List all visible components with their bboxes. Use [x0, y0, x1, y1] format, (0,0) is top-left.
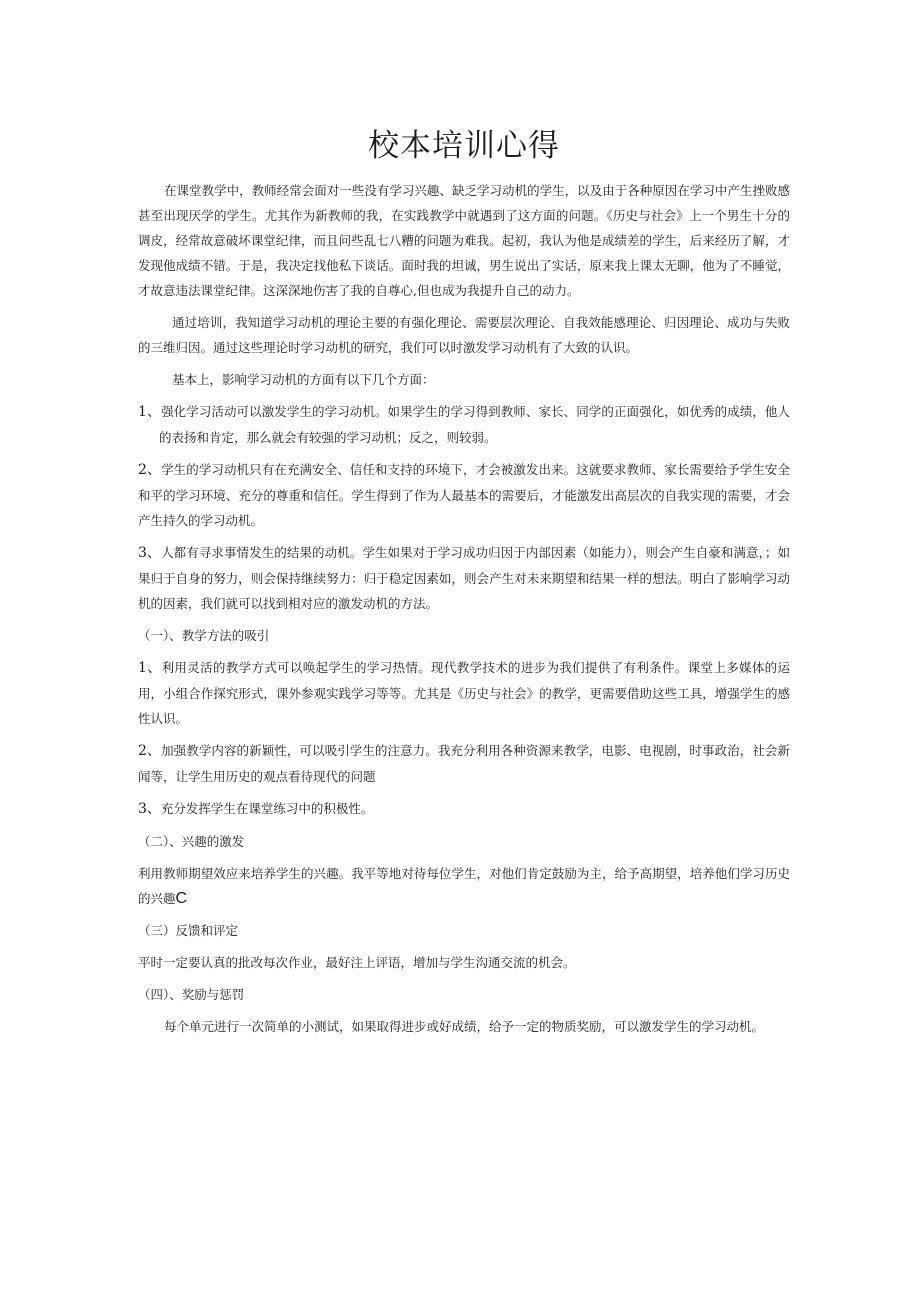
factor-text: 强化学习活动可以激发学生的学习动机。如果学生的学习得到教师、家长、同学的正面强化，如优秀的成绩，他人的表扬和肯定，那么就会有较强的学习动机；反之，则较弱。: [159, 404, 790, 445]
method-text: 充分发挥学生在课堂练习中的积极性。: [160, 801, 374, 816]
rewards-paragraph: 每个单元进行一次简单的小测试，如果取得进步或好成绩，给予一定的物质奖励，可以激发学生的学习动机。: [164, 1019, 765, 1034]
section-heading-rewards: （四）、奖励与惩罚: [138, 987, 245, 1002]
intro-paragraph: 在课堂教学中，教师经常会面对一些没有学习兴趣、缺乏学习动机的学生，以及由于各种原因在学习中产生挫败感甚至出现厌学的学生。尤其作为新教师的我，在实践教学中就遇到了这方面的问题。《历史与社会》上一个男生十分的调皮，经常故意破坏课堂纪律，而且问些乱七八糟的问题为难我。起初，我认为他是成绩差的学生，后来经历了解，才发现他成绩不错。于是，我决定找他私下谈话。面时我的坦诚，男生说出了实话，原来我上课太无聊，他为了不睡觉，才故意违法课堂纪律。这深深地伤害了我的自尊心,但也成为我提升自己的动力。: [138, 183, 790, 298]
method-text: 加强教学内容的新颖性，可以吸引学生的注意力。我充分利用各种资源来教学，电影、电视剧，时事政治，社会新闻等，让学生用历史的观点看待现代的问题: [138, 743, 790, 784]
section-heading-feedback: （三）反馈和评定: [138, 923, 239, 938]
interest-paragraph: [138, 861, 790, 911]
method-item: [138, 796, 790, 822]
factor-text: 学生的学习动机只有在充满安全、信任和支持的环境下，才会被激发出来。这就要求教师、家长需要给予学生安全和平的学习环境、充分的尊重和信任。学生得到了作为人最基本的需要后，才能激发出高层次的自我实现的需要，才会产生持久的学习动机。: [138, 462, 790, 528]
factor-number: 3、: [138, 545, 162, 561]
method-number: 1、: [138, 660, 162, 676]
document-title: 校本培训心得: [368, 128, 560, 164]
section-heading-interest: （二）、兴趣的激发: [138, 834, 245, 849]
method-text: 利用灵活的教学方式可以唤起学生的学习热情。现代教学技术的进步为我们提供了有利条件。课堂上多媒体的运用，小组合作探究形式，课外参观实践学习等等。尤其是《历史与社会》的教学，更需要借助这些工具，增强学生的感性认识。: [138, 660, 790, 726]
factor-item: [138, 540, 790, 616]
basics-paragraph: 基本上，影响学习动机的方面有以下几个方面：: [172, 372, 435, 387]
section-heading-methods: （一）、教学方法的吸引: [138, 628, 270, 643]
factor-number: 1、: [138, 404, 162, 420]
training-paragraph: 通过培训，我知道学习动机的理论主要的有强化理论、需要层次理论、自我效能感理论、归因理论、成功与失败的三维归因。通过这些理论时学习动机的研究，我们可以时激发学习动机有了大致的认识。: [138, 315, 790, 355]
factor-text: 人都有寻求事情发生的结果的动机。学生如果对于学习成功归因于内部因素（如能力），则会产生自豪和满意，；如果归于自身的努力，则会保持继续努力：归于稳定因素如，则会产生对未来期望和结果一样的想法。明白了影响学习动机的因素，我们就可以找到相对应的激发动机的方法。: [138, 545, 790, 611]
factor-number: 2、: [138, 462, 162, 478]
method-item: [138, 738, 790, 789]
factor-item: [138, 399, 790, 450]
interest-text: 利用教师期望效应来培养学生的兴趣。我平等地对待每位学生，对他们肯定鼓励为主，给予高期望，培养他们学习历史的兴趣: [138, 866, 790, 906]
feedback-paragraph: 平时一定要认真的批改每次作业，最好注上评语，增加与学生沟通交流的机会。: [138, 955, 576, 970]
method-number: 2、: [138, 743, 162, 759]
factor-item: [138, 457, 790, 533]
interest-tail: C: [175, 890, 188, 907]
document-page: [138, 120, 790, 1039]
method-number: 3、: [138, 801, 161, 817]
method-item: [138, 655, 790, 731]
